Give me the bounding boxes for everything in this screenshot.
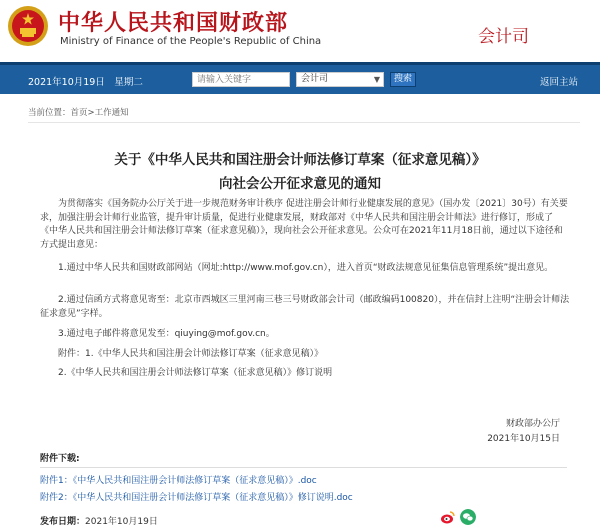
signature-date: 2021年10月15日 [487,434,560,444]
site-header [0,0,600,62]
top-navbar [0,62,600,94]
publish-date [40,514,158,527]
current-date: 2021年10月19日 星期二 [28,77,143,88]
chevron-down-icon: ▼ [373,75,380,84]
search-input[interactable] [192,72,290,87]
department-name: 会计司 [478,27,529,47]
site-subtitle: Ministry of Finance of the People's Republic of China [60,36,322,47]
article-item-3: 3.通过电子邮件将意见发至：qiuying@mof.gov.cn。 [58,329,275,339]
site-title[interactable]: 中华人民共和国财政部 [58,11,289,36]
breadcrumb-work-notice[interactable]: 工作通知 [94,108,129,118]
attachments-heading: 附件下载: [40,454,80,464]
attachments-divider [40,467,567,468]
breadcrumb-separator: > [87,108,95,118]
article-annex-2: 2.《中华人民共和国注册会计师法修订草案（征求意见稿）》修订说明 [58,368,333,378]
breadcrumb-home[interactable]: 首页 [70,108,88,118]
article-item-1: 1.通过中华人民共和国财政部网站（网址:http://www.mof.gov.cn），进入首页“财政法规意见征集信息管理系统”提出意见。 [58,263,554,273]
article-item-2: 2.通过信函方式将意见寄至：北京市西城区三里河南三巷三号财政部会计司（邮政编码100820），并在信封上注明“注册会计师法征求意见”字样。 [40,295,570,319]
publish-date-value: 2021年10月19日 [85,517,158,527]
article-title-line-2: 向社会公开征求意见的通知 [219,176,381,192]
attachment-link-2[interactable]: 附件2：《中华人民共和国注册会计师法修订草案（征求意见稿）》修订说明.doc [40,493,353,503]
article-annex-1: 附件：1.《中华人民共和国注册会计师法修订草案（征求意见稿）》 [58,349,324,359]
publish-date-label: 发布日期： [40,517,86,527]
article-intro-paragraph: 为贯彻落实《国务院办公厅关于进一步规范财务审计秩序 促进注册会计师行业健康发展的意见》（国办发〔2021〕30号）有关要求，加强注册会计师行业监管，提升审计质量，促进行业健康发展，财政部对《中华人民共和国注册会计师法》进行修订，形成了《中华人民共和国注册会计师法修订草案（征求意见稿）》，现向社会公开征求意见。公众可在2021年11月18日前，通过以下途径和方式提出意见： [40,199,568,250]
article-title-line-1: 关于《中华人民共和国注册会计师法修订草案（征求意见稿）》 [114,152,486,168]
scope-select[interactable] [296,72,384,87]
scope-select-value: 会计司 [301,74,329,84]
return-home-link[interactable]: 返回主站 [539,77,578,88]
breadcrumb-prefix: 当前位置： [28,108,71,118]
attachment-link-1[interactable]: 附件1：《中华人民共和国注册会计师法修订草案（征求意见稿）》.doc [40,476,317,486]
search-button[interactable]: 搜索 [390,72,416,87]
signature-office: 财政部办公厅 [505,419,560,429]
breadcrumb [28,104,580,123]
national-emblem-icon [6,4,50,48]
